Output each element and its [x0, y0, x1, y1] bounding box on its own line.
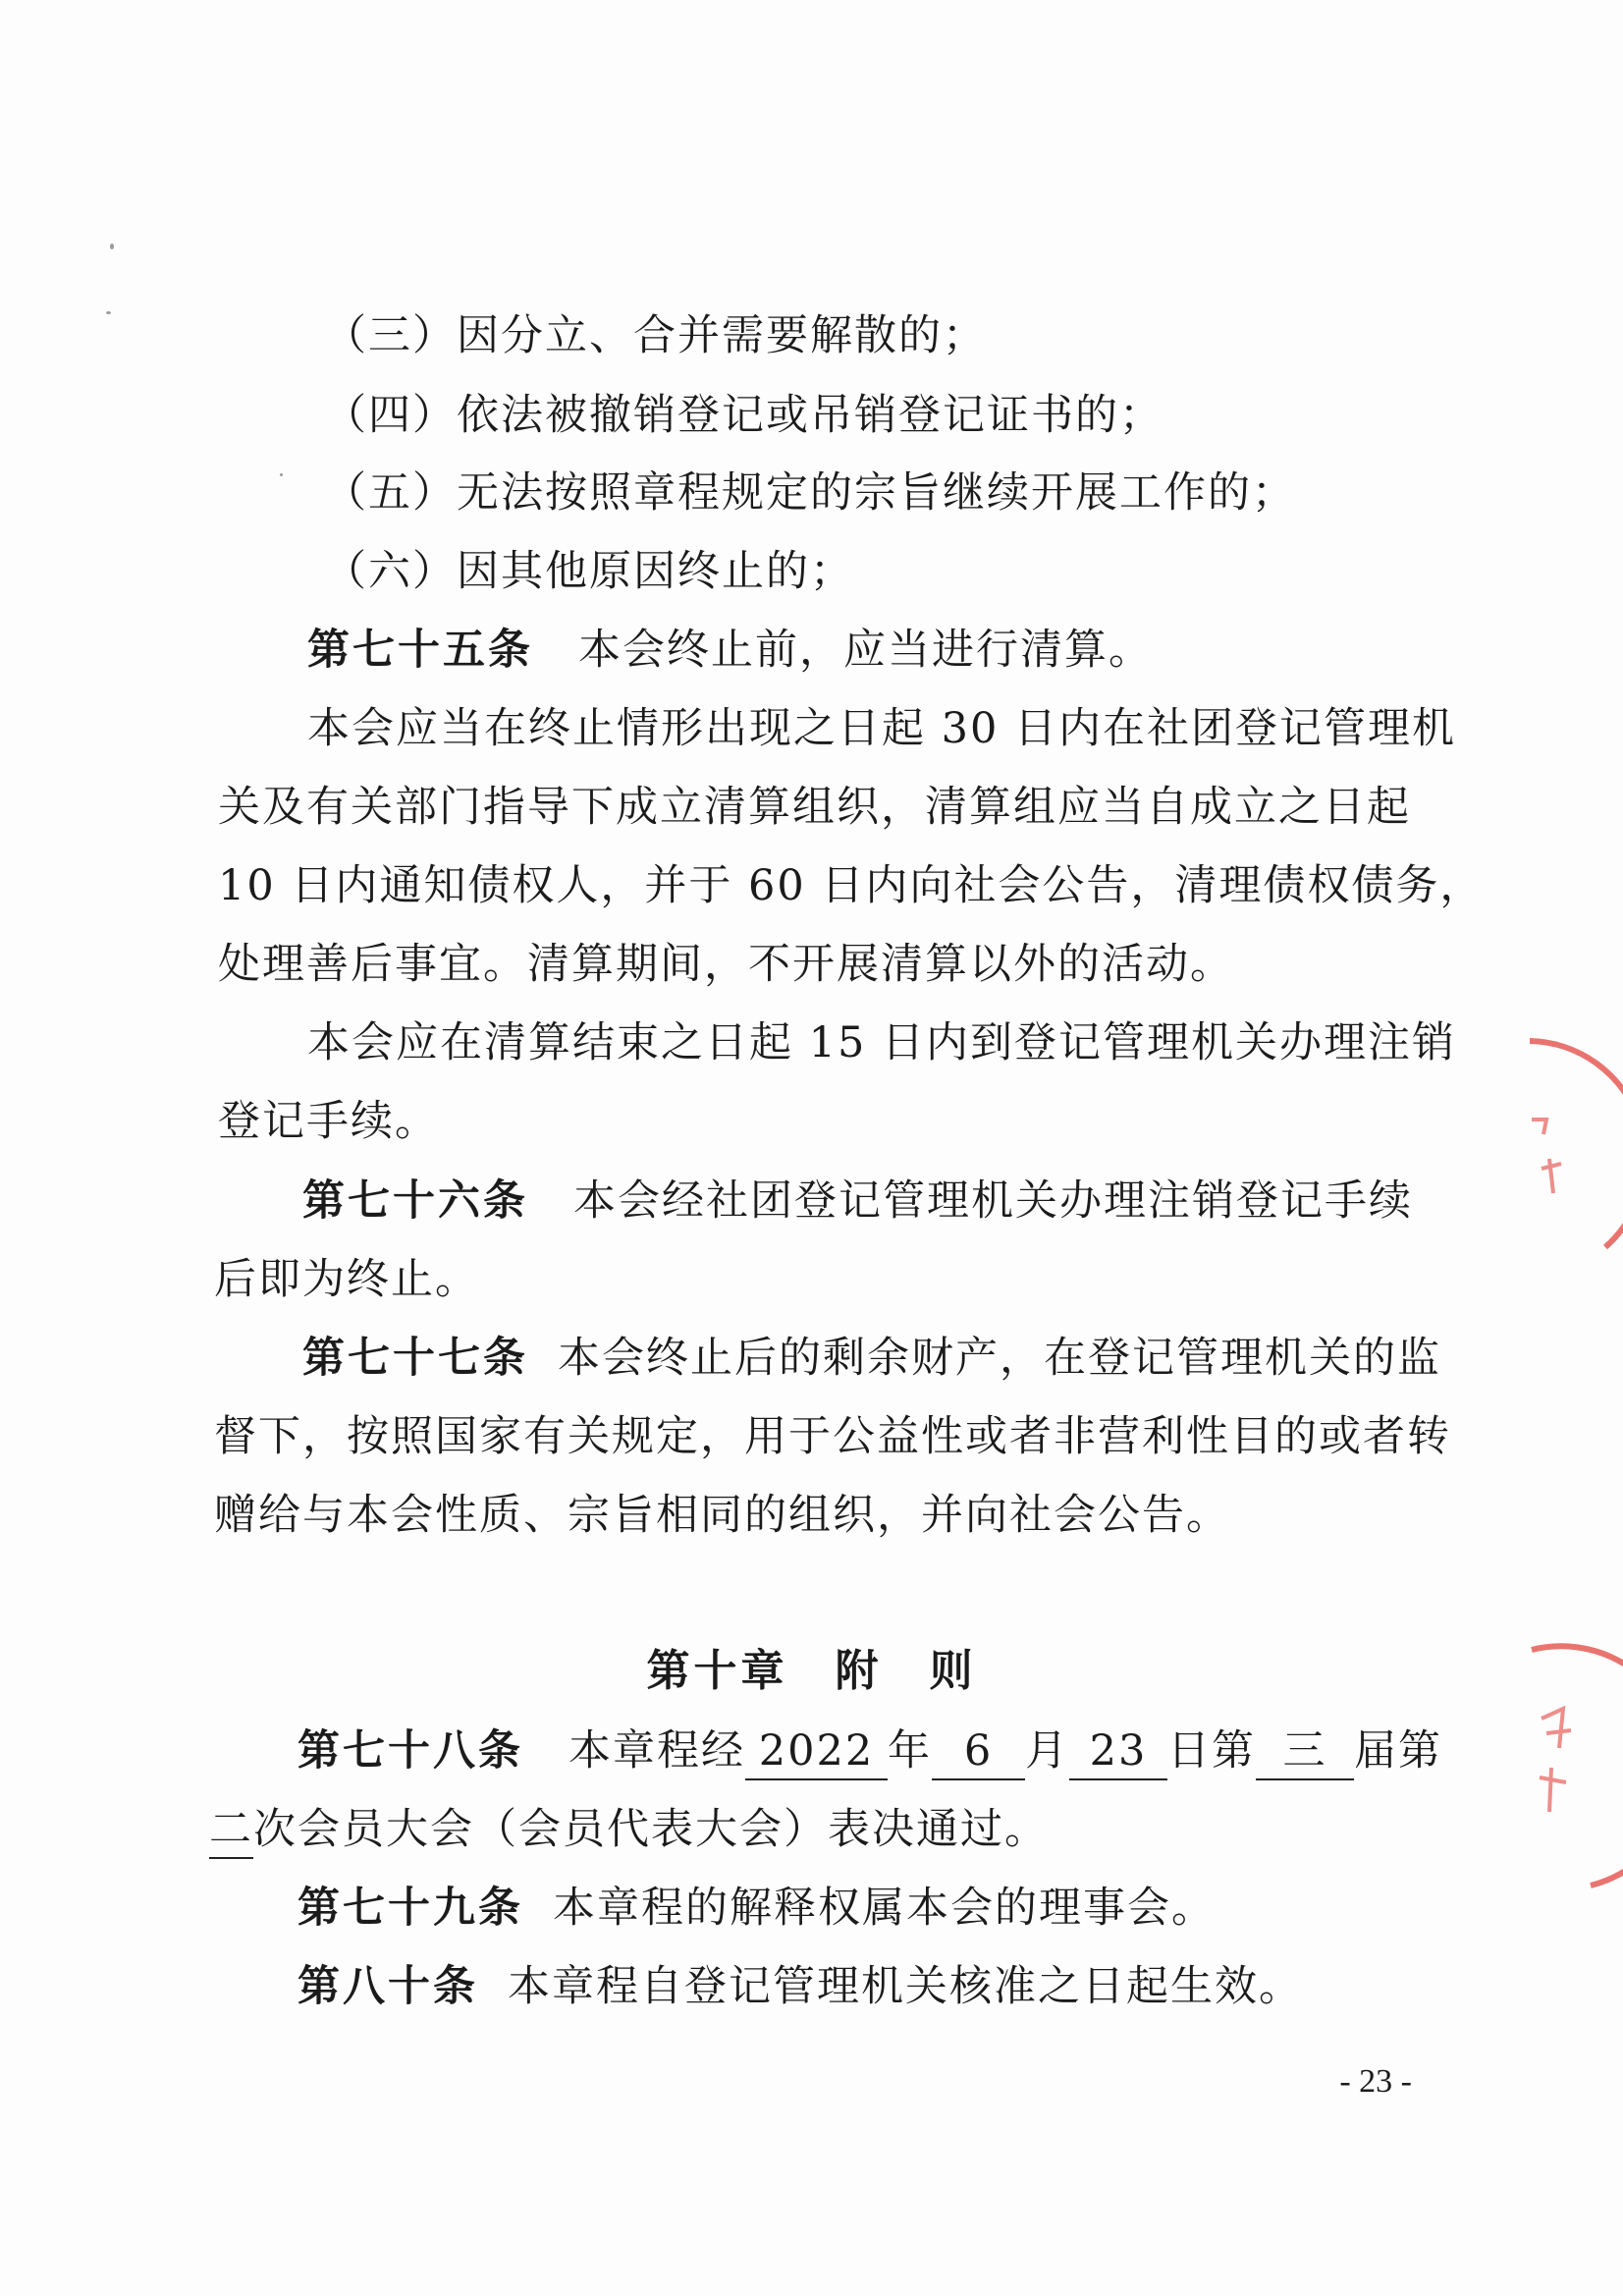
- list-item-4: （四）依法被撤销登记或吊销登记证书的；: [324, 391, 1163, 440]
- article-78-line2: [209, 1800, 1049, 1859]
- article-78-session: 三: [1256, 1723, 1354, 1780]
- article-75-label: 第七十五条: [307, 626, 533, 675]
- article-78-meeting-number: 二: [209, 1802, 253, 1859]
- article-75-p2-line1: 本会应在清算结束之日起 15 日内到登记管理机关办理注销: [307, 1018, 1457, 1067]
- article-75-p1-line4: 处理善后事宜。清算期间，不开展清算以外的活动。: [218, 940, 1234, 989]
- article-79-text: 本章程的解释权属本会的理事会。: [553, 1884, 1216, 1933]
- article-76-label: 第七十六条: [302, 1176, 528, 1226]
- article-78-year-suffix: 年: [888, 1726, 932, 1776]
- article-80-text: 本章程自登记管理机关核准之日起生效。: [508, 1962, 1303, 2011]
- page-number: - 23 -: [1339, 2063, 1412, 2100]
- article-78-label: 第七十八条: [298, 1726, 523, 1776]
- chapter-10-title: 第十章 附 则: [646, 1646, 977, 1696]
- article-78-line2-text: 次会员大会（会员代表大会）表决通过。: [253, 1805, 1049, 1854]
- article-75-text: 本会终止前，应当进行清算。: [578, 626, 1153, 675]
- article-76-line1: [302, 1172, 1413, 1230]
- article-75-p1-line1: 本会应当在终止情形出现之日起 30 日内在社团登记管理机: [307, 704, 1457, 753]
- scan-speck: [110, 244, 114, 249]
- seal-stamp-partial-bottom: [1502, 1640, 1623, 1895]
- article-77-text: 本会终止后的剩余财产，在登记管理机关的监: [558, 1334, 1441, 1383]
- scan-speck: [280, 473, 283, 476]
- article-77-line1: [302, 1329, 1441, 1388]
- article-75-p1-line3: 10 日内通知债权人，并于 60 日内向社会公告，清理债权债务，: [218, 861, 1485, 910]
- article-78-pre: 本章程经: [568, 1726, 745, 1776]
- article-78-session-suffix: 届第: [1354, 1726, 1442, 1776]
- article-77-label: 第七十七条: [302, 1334, 528, 1383]
- list-item-5: （五）无法按照章程规定的宗旨继续开展工作的；: [324, 468, 1296, 518]
- article-78-month-suffix: 月: [1025, 1726, 1069, 1776]
- article-76-text: 本会经社团登记管理机关办理注销登记手续: [573, 1176, 1413, 1226]
- article-80-label: 第八十条: [298, 1962, 478, 2011]
- article-78-day: 23: [1069, 1723, 1167, 1780]
- list-item-3: （三）因分立、合并需要解散的；: [324, 311, 987, 360]
- article-78-year: 2022: [745, 1723, 888, 1780]
- article-75-p2-line2: 登记手续。: [218, 1097, 439, 1146]
- article-77-line2: 督下，按照国家有关规定，用于公益性或者非营利性目的或者转: [214, 1412, 1451, 1461]
- article-75-p1-line2: 关及有关部门指导下成立清算组织，清算组应当自成立之日起: [218, 783, 1411, 832]
- list-item-6: （六）因其他原因终止的；: [324, 547, 854, 596]
- article-78-day-suffix: 日第: [1167, 1726, 1256, 1776]
- article-78-month: 6: [932, 1723, 1025, 1780]
- article-80: [298, 1957, 1303, 2016]
- article-78-line1: [298, 1722, 1442, 1780]
- article-79: [298, 1879, 1216, 1938]
- article-79-label: 第七十九条: [298, 1884, 523, 1933]
- article-75-heading: [307, 621, 1153, 680]
- article-76-line2: 后即为终止。: [214, 1255, 479, 1304]
- article-77-line3: 赠给与本会性质、宗旨相同的组织，并向社会公告。: [214, 1491, 1230, 1540]
- scan-speck: [106, 311, 111, 314]
- seal-stamp-partial-top: [1502, 1021, 1623, 1267]
